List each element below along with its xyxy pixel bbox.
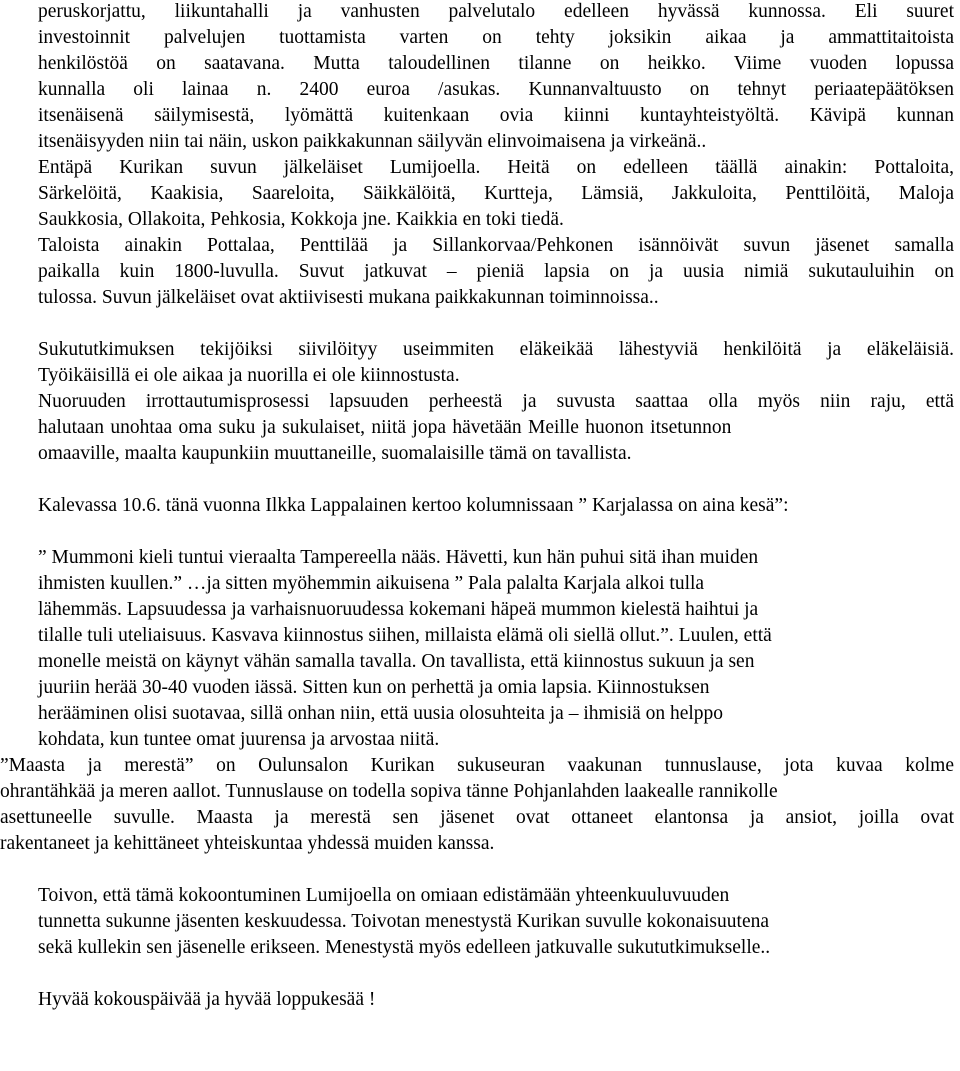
text-line: rakentaneet ja kehittäneet yhteiskuntaa yhdessä muiden kanssa. <box>0 833 495 854</box>
text-line: halutaan unohtaa oma suku ja sukulaiset, niitä jopa hävetään Meille huonon itsetunnon <box>38 417 732 438</box>
text-line: ohrantähkää ja meren aallot. Tunnuslause on todella sopiva tänne Pohjanlahden laakealle rannikolle <box>0 781 778 802</box>
text-line: Sukututkimuksen tekijöiksi siivilöityy useimmiten eläkeikää lähestyviä henkilöitä ja eläkeläisiä. <box>38 339 954 360</box>
quote-line: ” Mummoni kieli tuntui vieraalta Tampereella nääs. Hävetti, kun hän puhui sitä ihan muiden <box>38 547 759 568</box>
closing-line: Hyvää kokouspäivää ja hyvää loppukesää ! <box>38 989 376 1010</box>
text-line: ”Maasta ja merestä” on Oulunsalon Kurikan sukuseuran vaakunan tunnuslause, jota kuvaa kolme <box>0 755 954 776</box>
quote-line: lähemmäs. Lapsuudessa ja varhaisnuoruudessa kokemani häpeä mummon kielestä haihtui ja <box>38 599 759 620</box>
text-line: omaaville, maalta kaupunkiin muuttaneille, suomalaisille tämä on tavallista. <box>38 443 632 464</box>
text-line: Toivon, että tämä kokoontuminen Lumijoella on omiaan edistämään yhteenkuuluvuuden <box>38 885 730 906</box>
text-line: tunnetta sukunne jäsenten keskuudessa. Toivotan menestystä Kurikan suvulle kokonaisuutena <box>38 911 770 932</box>
text-line: Työikäisillä ei ole aikaa ja nuorilla ei ole kiinnostusta. <box>38 365 460 386</box>
text-line: paikalla kuin 1800-luvulla. Suvut jatkuvat – pieniä lapsia on ja uusia nimiä sukutauluihin on <box>38 261 954 282</box>
text-line: juuriin herää 30-40 vuoden iässä. Sitten kun on perhettä ja omia lapsia. Kiinnostuksen <box>38 677 710 698</box>
text-line: peruskorjattu, liikuntahalli ja vanhusten palvelutalo edelleen hyvässä kunnossa. Eli suuret <box>38 1 954 22</box>
quote-line: ihmisten kuullen.” …ja sitten myöhemmin aikuisena ” Pala palalta Karjala alkoi tulla <box>38 573 705 594</box>
text-line: herääminen olisi suotavaa, sillä onhan niin, että uusia olosuhteita ja – ihmisiä on helppo <box>38 703 724 724</box>
text-line: kohdata, kun tuntee omat juurensa ja arvostaa niitä. <box>38 729 440 750</box>
text-line: Nuoruuden irrottautumisprosessi lapsuuden perheestä ja suvusta saattaa olla myös niin raju, että <box>38 391 954 412</box>
text-line: sekä kullekin sen jäsenelle erikseen. Menestystä myös edelleen jatkuvalle sukututkimukselle.. <box>38 937 771 958</box>
text-line: kunnalla oli lainaa n. 2400 euroa /asukas. Kunnanvaltuusto on tehnyt periaatepäätöksen <box>38 79 954 100</box>
text-line: Entäpä Kurikan suvun jälkeläiset Lumijoella. Heitä on edelleen täällä ainakin: Pottaloita, <box>38 157 954 178</box>
text-line: Kalevassa 10.6. tänä vuonna Ilkka Lappalainen kertoo kolumnissaan ” Karjalassa on aina kesä”: <box>38 495 789 516</box>
text-line: Taloista ainakin Pottalaa, Penttilää ja Sillankorvaa/Pehkonen isännöivät suvun jäsenet samalla <box>38 235 954 256</box>
quote-line: tilalle tuli uteliaisuus. Kasvava kiinnostus siihen, millaista elämä oli siellä ollut.”. Luulen, että <box>38 625 772 646</box>
text-line: itsenäisyyden niin tai näin, uskon paikkakunnan säilyvän elinvoimaisena ja virkeänä.. <box>38 131 707 152</box>
text-line: Saukkosia, Ollakoita, Pehkosia, Kokkoja jne. Kaikkia en toki tiedä. <box>38 209 564 230</box>
text-line: henkilöstöä on saatavana. Mutta taloudellinen tilanne on heikko. Viime vuoden lopussa <box>38 53 954 74</box>
text-line: itsenäisenä säilymisestä, lyömättä kuitenkaan ovia kiinni kuntayhteistyöltä. Kävipä kunnan <box>38 105 954 126</box>
text-line: tulossa. Suvun jälkeläiset ovat aktiivisesti mukana paikkakunnan toiminnoissa.. <box>38 287 659 308</box>
text-line: Särkelöitä, Kaakisia, Saareloita, Säikkälöitä, Kurtteja, Lämsiä, Jakkuloita, Penttilöitä, Maloja <box>38 183 954 204</box>
text-line: monelle meistä on käynyt vähän samalla tavalla. On tavallista, että kiinnostus sukuun ja sen <box>38 651 755 672</box>
text-line: asettuneelle suvulle. Maasta ja merestä sen jäsenet ovat ottaneet elantonsa ja ansiot, joilla ovat <box>0 807 954 828</box>
text-line: investoinnit palvelujen tuottamista varten on tehty joksikin aikaa ja ammattitaitoista <box>38 27 954 48</box>
